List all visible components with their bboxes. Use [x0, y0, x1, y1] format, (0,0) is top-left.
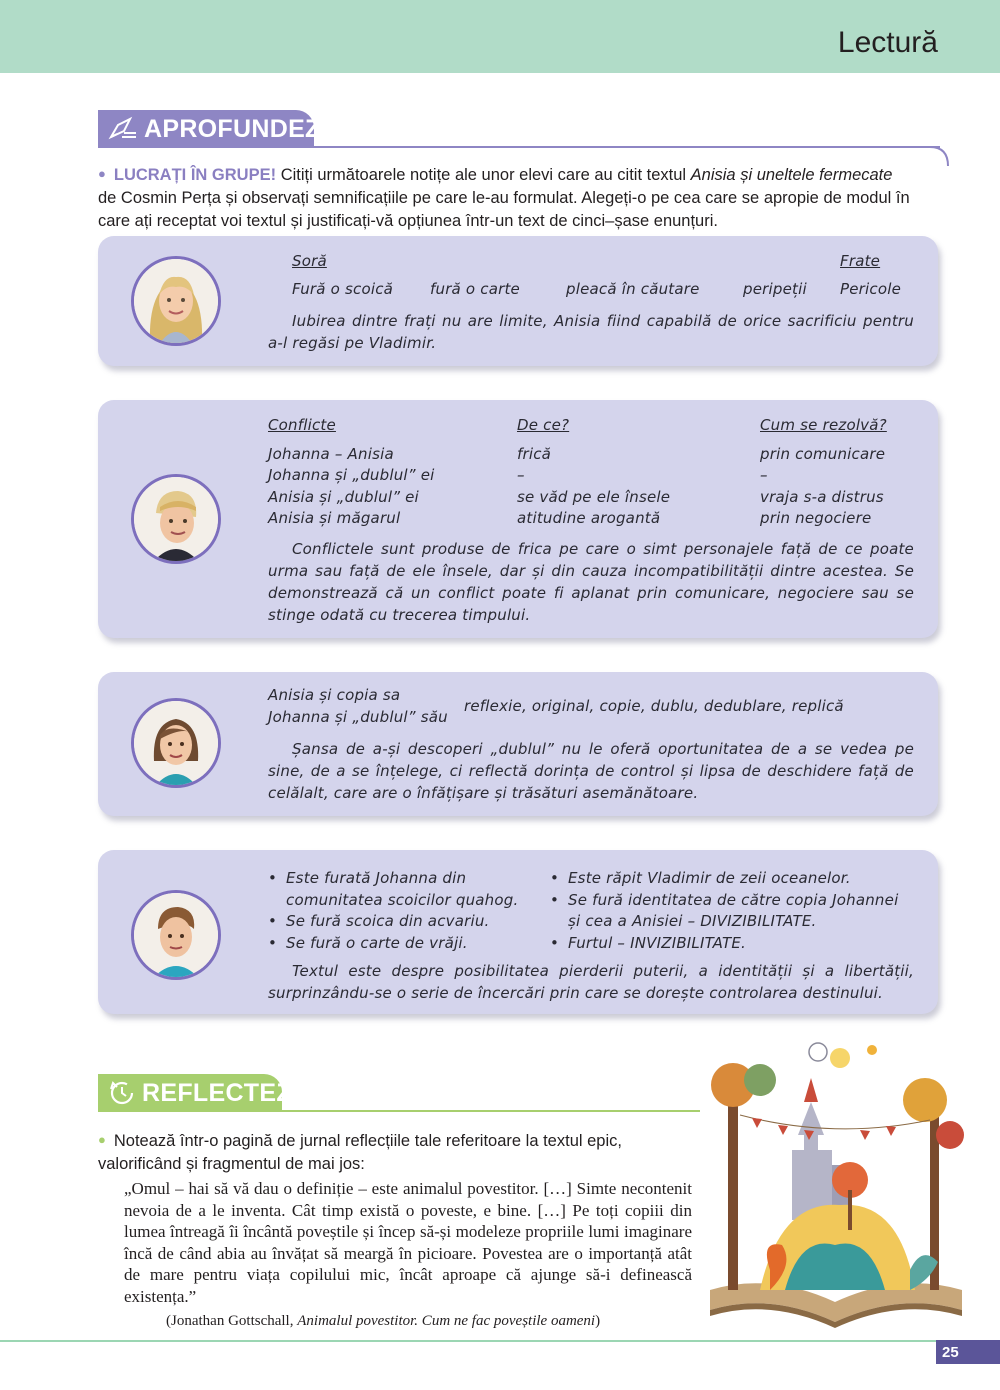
event-3: pleacă în căutare	[566, 280, 700, 298]
student-avatar-boy-blue-shirt	[131, 890, 221, 980]
table-row-1-resolution: prin comunicare	[760, 445, 886, 463]
student-avatar-boy-cap	[131, 474, 221, 564]
list-item: și cea a Anisiei – DIVIZIBILITATE.	[568, 912, 817, 930]
list-item: • Se fură o carte de vrăji.	[268, 933, 468, 952]
note-card-4	[98, 850, 938, 1014]
note-card-3	[98, 672, 938, 816]
page-number: 25	[936, 1340, 1000, 1364]
table-row-2-why: –	[517, 466, 525, 484]
note-card-2	[98, 400, 938, 638]
table-row-4-why: atitudine arogantă	[517, 509, 661, 527]
card-1-paragraph: Iubirea dintre frați nu are limite, Anisia fiind capabilă de orice sacrificiu pentru a-l regăsi pe Vladimir.	[268, 312, 914, 352]
table-row-1-why: frică	[517, 445, 552, 463]
col-header-resolution: Cum se rezolvă?	[760, 416, 887, 434]
table-row-4-conflict: Anisia și măgarul	[268, 509, 401, 527]
pair-2: Johanna și „dublul” său	[268, 708, 448, 726]
aprofundez-title: APROFUNDEZ	[144, 114, 321, 143]
list-item: comunitatea scoicilor quahog.	[286, 890, 519, 909]
list-item: • Este furată Johanna din	[268, 869, 467, 887]
event-4: peripeții	[743, 280, 807, 298]
book-title: Anisia și uneltele fermecate	[690, 166, 893, 184]
col-header-conflicts: Conflicte	[268, 416, 336, 434]
task-line-3: care ați receptat voi textul și justificați-vă opțiunea într-un text de cinci–șase enunțuri.	[98, 212, 718, 230]
quote-source: (Jonathan Gottschall, Animalul povestitor. Cum ne fac poveștile oameni)	[166, 1313, 601, 1329]
card-3-paragraph: Șansa de a-și descoperi „dublul” nu le oferă oportunitatea de a se vedea pe sine, de a se înțelege, ci reflectă dorința de control și lipsa de deschidere față de celălalt, care are o înfățișare și trăsături asemănătoare.	[268, 740, 914, 802]
task-line-2: de Cosmin Perța și observați semnificațiile pe care le-au formulat. Alegeți-o pe cea care se apropie de modul în	[98, 189, 910, 207]
pair-1: Anisia și copia sa	[268, 686, 401, 704]
quote-text: „Omul – hai să vă dau o definiție – este animalul povestitor. […] Simte necontenit nevoia de a le inventa. Cât timp există o poveste, e bine. […] Pe toți copiii din lumea întreagă îi încântă poveștile și încep să-și modeleze propriile lumi imaginare încă de când abia au învățat să meargă în picioare. Povestea are o importanță atât de mare pentru viața copilului mic, încât aproape că ajunge să-i definească existența.”	[124, 1179, 692, 1306]
list-item: • Este răpit Vladimir de zeii oceanelor.	[550, 869, 851, 887]
list-item: • Se fură identitatea de către copia Johannei	[550, 890, 899, 909]
footer-rule	[0, 1340, 952, 1342]
reflection-cycle-icon	[108, 1079, 136, 1107]
card-4-paragraph: Textul este despre posibilitatea pierderii puterii, a identității și a libertății, surprinzându-se o serie de încercări prin care se dorește controlarea destinului.	[268, 962, 914, 1002]
heading-brother: Frate	[840, 252, 881, 270]
reflectez-instructions	[98, 1128, 698, 1176]
list-item: • Se fură scoica din acvariu.	[268, 912, 490, 930]
heading-sister: Soră	[292, 252, 327, 270]
aprofundez-rule	[300, 146, 940, 148]
reflectez-heading	[98, 1074, 292, 1112]
storybook-castle-illustration	[700, 1040, 970, 1340]
reflect-line-1: Notează într-o pagină de jurnal reflecțiile tale referitoare la textul epic,	[113, 1132, 622, 1150]
section-title: Lectură	[837, 26, 938, 59]
aprofundez-heading	[98, 110, 321, 148]
table-row-2-resolution: –	[760, 466, 768, 484]
bullet-icon: ●	[98, 1132, 106, 1147]
left-event-list	[268, 868, 518, 954]
event-1: Fură o scoică	[292, 280, 394, 298]
bullet-icon: ●	[98, 166, 106, 181]
table-row-3-resolution: vraja s-a distrus	[760, 488, 884, 506]
pen-writing-icon	[108, 115, 138, 143]
note-card-1	[98, 236, 938, 366]
aprofundez-instructions	[98, 162, 948, 233]
student-avatar-girl-brunette	[131, 698, 221, 788]
table-row-4-resolution: prin negociere	[760, 509, 872, 527]
right-event-list	[550, 868, 898, 954]
reflectez-rule	[272, 1110, 700, 1112]
col-header-why: De ce?	[517, 416, 570, 434]
student-avatar-girl-blonde	[131, 256, 221, 346]
table-row-3-why: se văd pe ele însele	[517, 488, 671, 506]
table-row-1-conflict: Johanna – Anisia	[268, 445, 394, 463]
table-row-2-conflict: Johanna și „dublul” ei	[268, 466, 435, 484]
event-5: Pericole	[840, 280, 902, 298]
keywords: reflexie, original, copie, dublu, dedublare, replică	[464, 697, 844, 715]
card-2-paragraph: Conflictele sunt produse de frica pe care o simt personajele față de ce poate urma sau față de ele însele, dar și din cauza incompatibilității dintre acestea. Se demonstrează că un conflict poate fi aplanat prin comunicare, negociere sau se stinge odată cu trecerea timpului.	[268, 540, 914, 624]
reflectez-title: REFLECTEZ	[142, 1078, 292, 1107]
task-label: LUCRAȚI ÎN GRUPE!	[113, 166, 277, 184]
event-2: fură o carte	[430, 280, 520, 298]
list-item: • Furtul – INVIZIBILITATE.	[550, 933, 746, 952]
reflect-line-2: valorificând și fragmentul de mai jos:	[98, 1155, 365, 1173]
table-row-3-conflict: Anisia și „dublul” ei	[268, 488, 419, 506]
task-intro: Citiți următoarele notițe ale unor elevi care au citit textul	[280, 166, 687, 184]
